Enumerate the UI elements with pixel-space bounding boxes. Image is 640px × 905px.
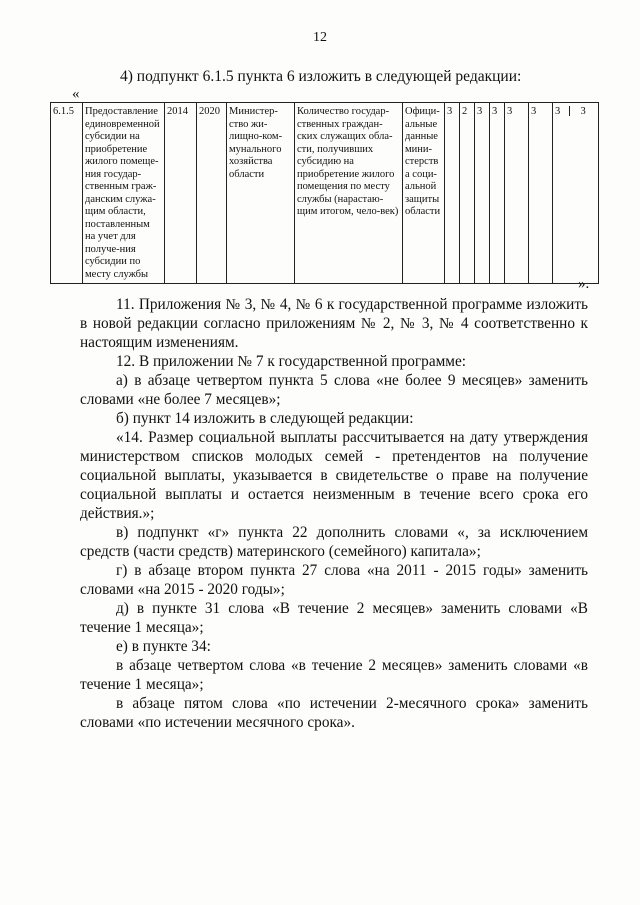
- cell-value-pair: [553, 103, 599, 284]
- paragraph: г) в абзаце втором пункта 27 слова «на 2011 - 2015 годы» заменить словами «на 2015 - 2020 годы»;: [80, 562, 588, 598]
- cell-name: Предоставление единовременной субсидии на приобретение жилого помеще-ния государ-ственным граж-данским служа-щим области, поставленным на учет для получе-ния субсидии по месту службы: [83, 103, 165, 284]
- cell-value: 3: [555, 106, 561, 117]
- paragraph: 12. В приложении № 7 к государственной программе:: [116, 353, 467, 370]
- cell-year-end: 2020: [197, 103, 227, 284]
- paragraph: д) в пункте 31 слова «В течение 2 месяцев» заменить словами «В течение 1 месяца»;: [80, 600, 588, 636]
- intro-line: 4) подпункт 6.1.5 пункта 6 изложить в следующей редакции:: [120, 68, 522, 85]
- opening-quote: «: [72, 86, 80, 102]
- paragraph: 11. Приложения № 3, № 4, № 6 к государственной программе изложить в новой редакции согласно приложениям № 2, № 3, № 4 соответственно к настоящим изменениям.: [80, 296, 588, 351]
- paragraph: в абзаце пятом слова «по истечении 2-месячного срока» заменить словами «по истечении месячного срока».: [80, 695, 588, 731]
- cell-value: 3: [529, 103, 553, 284]
- table-row: [51, 103, 599, 284]
- cell-value: 3: [475, 103, 490, 284]
- cell-value: 3: [490, 103, 505, 284]
- paragraph: в абзаце четвертом слова «в течение 2 месяцев» заменить словами «в течение 1 месяца»;: [80, 657, 588, 693]
- paragraph: в) подпункт «г» пункта 22 дополнить словами «, за исключением средств (части средств) материнского (семейного) капитала»;: [80, 524, 588, 560]
- amendment-table: [50, 102, 599, 284]
- paragraph: е) в пункте 34:: [116, 638, 211, 655]
- cell-value: 2: [460, 103, 475, 284]
- cell-number: 6.1.5: [51, 103, 83, 284]
- body-text: [80, 295, 588, 732]
- paragraph: б) пункт 14 изложить в следующей редакции:: [116, 410, 414, 427]
- cell-year-start: 2014: [165, 103, 197, 284]
- closing-quote: ».: [578, 276, 590, 292]
- cell-indicator: Количество государ-ственных граждан-ских служащих обла-сти, получивших субсидию на приобретение жилого помещения по месту службы (нарастаю-щим итогом, чело-век): [295, 103, 403, 284]
- cell-source: Офици-альные данные мини-стерства соци-альной защиты области: [403, 103, 445, 284]
- cell-executor: Министер-ство жи-лищно-ком-мунального хозяйства области: [227, 103, 295, 284]
- paragraph: а) в абзаце четвертом пункта 5 слова «не более 9 месяцев» заменить словами «не более 7 месяцев»;: [80, 372, 588, 408]
- cell-value: 3: [580, 106, 586, 117]
- page-number: 12: [313, 30, 327, 45]
- cell-value: 3: [445, 103, 460, 284]
- paragraph: «14. Размер социальной выплаты рассчитывается на дату утверждения министерством списков молодых семей - претендентов на получение социальной выплаты, указывается в свидетельстве о праве на получение социальной выплаты и остается неизменным в течение всего срока его действия.»;: [80, 429, 588, 522]
- cell-value: 3: [505, 103, 529, 284]
